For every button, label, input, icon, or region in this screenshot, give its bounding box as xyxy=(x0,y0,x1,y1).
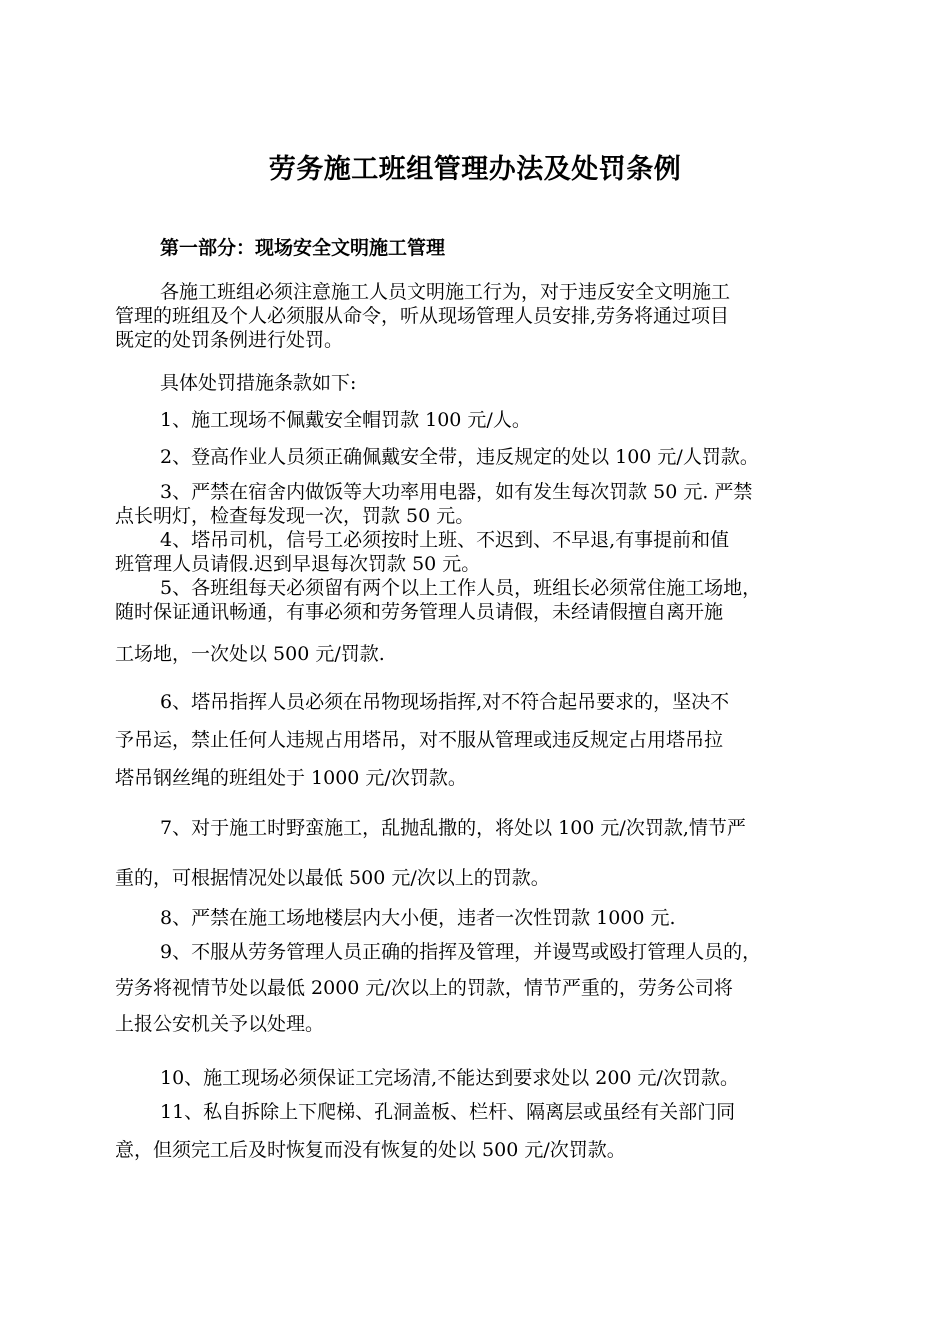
item-line: 4、塔吊司机，信号工必须按时上班、不迟到、不早退,有事提前和值 xyxy=(160,529,730,551)
item-line: 5、各班组每天必须留有两个以上工作人员，班组长必须常住施工场地， xyxy=(160,577,762,599)
item-line: 班管理人员请假.迟到早退每次罚款 50 元。 xyxy=(115,553,481,575)
item-line: 上报公安机关予以处理。 xyxy=(115,1013,325,1035)
item-line: 意，但须完工后及时恢复而没有恢复的处以 500 元/次罚款。 xyxy=(115,1139,626,1161)
intro-line: 管理的班组及个人必须服从命令，听从现场管理人员安排,劳务将通过项目 xyxy=(115,305,730,327)
item-line: 予吊运，禁止任何人违规占用塔吊，对不服从管理或违反规定占用塔吊拉 xyxy=(115,729,724,751)
item-line: 7、对于施工时野蛮施工，乱抛乱撒的，将处以 100 元/次罚款,情节严 xyxy=(160,817,746,839)
item-line: 工场地，一次处以 500 元/罚款. xyxy=(115,643,385,665)
penalty-item-2: 2、登高作业人员须正确佩戴安全带，违反规定的处以 100 元/人罚款。 xyxy=(160,446,759,468)
intro-line: 各施工班组必须注意施工人员文明施工行为，对于违反安全文明施工 xyxy=(160,281,731,303)
item-line: 劳务将视情节处以最低 2000 元/次以上的罚款，情节严重的，劳务公司将 xyxy=(115,977,733,999)
penalty-item-7 xyxy=(115,816,845,890)
penalty-item-4 xyxy=(115,528,845,576)
penalty-item-9 xyxy=(115,940,845,1036)
intro-line: 既定的处罚条例进行处罚。 xyxy=(115,329,344,351)
item-line: 6、塔吊指挥人员必须在吊物现场指挥,对不符合起吊要求的，坚决不 xyxy=(160,691,730,713)
item-line: 9、不服从劳务管理人员正确的指挥及管理，并谩骂或殴打管理人员的， xyxy=(160,941,762,963)
item-line: 点长明灯，检查每发现一次，罚款 50 元。 xyxy=(115,505,475,527)
section-heading: 第一部分：现场安全文明施工管理 xyxy=(160,237,446,259)
measures-intro: 具体处罚措施条款如下: xyxy=(160,372,357,394)
item-line: 随时保证通讯畅通，有事必须和劳务管理人员请假，未经请假擅自离开施 xyxy=(115,601,724,623)
penalty-item-3 xyxy=(115,480,845,528)
penalty-item-5 xyxy=(115,576,845,666)
penalty-item-6 xyxy=(115,690,845,790)
document-title: 劳务施工班组管理办法及处罚条例 xyxy=(268,154,682,185)
penalty-item-10: 10、施工现场必须保证工完场清,不能达到要求处以 200 元/次罚款。 xyxy=(160,1067,739,1089)
intro-paragraph xyxy=(115,280,845,352)
penalty-item-8: 8、严禁在施工场地楼层内大小便，违者一次性罚款 1000 元. xyxy=(160,907,676,929)
item-line: 重的，可根据情况处以最低 500 元/次以上的罚款。 xyxy=(115,867,550,889)
item-line: 塔吊钢丝绳的班组处于 1000 元/次罚款。 xyxy=(115,767,467,789)
penalty-item-11 xyxy=(115,1100,845,1162)
penalty-item-1: 1、施工现场不佩戴安全帽罚款 100 元/人。 xyxy=(160,409,531,431)
item-line: 11、私自拆除上下爬梯、孔洞盖板、栏杆、隔离层或虽经有关部门同 xyxy=(160,1101,736,1123)
item-line: 3、严禁在宿舍内做饭等大功率用电器，如有发生每次罚款 50 元. 严禁 xyxy=(160,481,753,503)
